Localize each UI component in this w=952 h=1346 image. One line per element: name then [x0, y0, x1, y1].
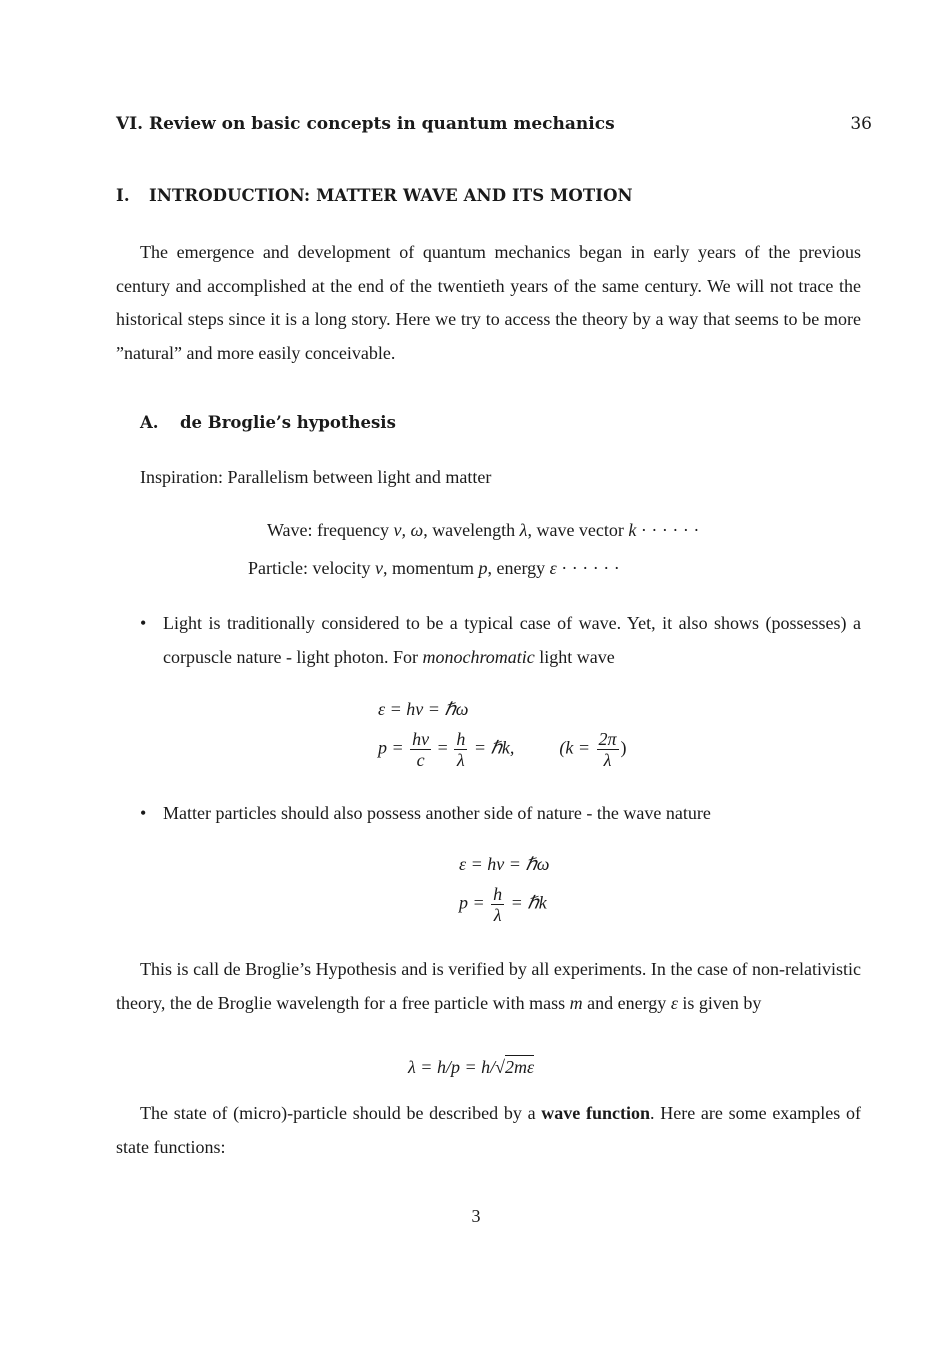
wavenumber-definition: (k =	[559, 737, 590, 758]
matter-momentum-equation	[459, 884, 547, 925]
particle-v-symbol: v	[374, 558, 383, 578]
state-text-end: . Here are some examples of state functions:	[116, 1103, 861, 1157]
equation-rhs: = ℏk,	[473, 737, 515, 758]
mass-symbol: m	[569, 992, 583, 1013]
fraction-h-over-lambda	[454, 729, 467, 770]
equation-text: ε = hν = ℏω	[378, 699, 469, 719]
matter-energy-equation	[459, 854, 550, 875]
wave-function-term: wave function	[541, 1103, 651, 1123]
bullet-dot: •	[140, 613, 147, 633]
list-item-light	[140, 607, 861, 674]
debroglie-wavelength-equation	[408, 1057, 534, 1078]
light-text-end: light wave	[539, 646, 615, 667]
fraction-numerator: h	[456, 729, 466, 749]
particle-energy-label: , energy	[487, 558, 546, 578]
sqrt-argument: 2mε	[504, 1057, 535, 1077]
particle-label: Particle: velocity	[248, 558, 371, 578]
list-item-text: Matter particles should also possess another side of nature - the wave nature	[163, 803, 711, 823]
wave-label: Wave: frequency	[267, 520, 389, 540]
fraction-hnu-over-c	[410, 729, 431, 770]
light-text: Light is traditionally considered to be a typical case of wave. Yet, it also shows (possesses) a corpuscle nature - light photon. For	[163, 613, 861, 667]
wave-freq-symbols: ν, ω	[393, 520, 424, 540]
fraction-denominator: λ	[603, 750, 612, 770]
running-page-number: 36	[850, 114, 872, 134]
inspiration-line: Inspiration: Parallelism between light and matter	[140, 467, 492, 487]
particle-properties-line	[248, 558, 620, 579]
wave-k-symbol: k	[628, 520, 637, 540]
fraction-numerator: h	[493, 884, 503, 904]
sqrt-sign: √	[495, 1057, 505, 1077]
bullet-dot: •	[140, 803, 147, 823]
intro-paragraph: The emergence and development of quantum mechanics began in early years of the previous century and accomplished at the end of the twentieth years of the same century. We will not trace the historical steps since it is a long story. Here we try to access the theory by a way that seems to be more ”natural” and more easily conceivable.	[116, 242, 861, 363]
photon-energy-equation	[378, 699, 469, 720]
equation-text: ε = hν = ℏω	[459, 854, 550, 874]
photon-momentum-equation	[378, 729, 627, 770]
equals-sign: =	[437, 737, 448, 758]
particle-p-symbol: p	[478, 558, 488, 578]
state-text: The state of (micro)-particle should be described by a	[140, 1103, 536, 1123]
fraction-denominator: λ	[493, 905, 502, 925]
page-number: 3	[471, 1206, 481, 1226]
energy-symbol: ε	[670, 992, 678, 1013]
equation-rhs: = ℏk	[510, 892, 547, 913]
subsection-heading	[140, 413, 396, 432]
fraction-numerator: 2π	[598, 729, 617, 749]
running-header	[116, 114, 872, 134]
wave-wavelength-label: , wavelength	[423, 520, 516, 540]
particle-ellipsis: · · · · · ·	[556, 558, 620, 578]
debroglie-paragraph	[116, 953, 861, 1020]
wave-properties-line	[267, 520, 699, 541]
fraction-numerator: hν	[412, 729, 430, 749]
section-title: INTRODUCTION: MATTER WAVE AND ITS MOTION	[149, 186, 633, 205]
section-heading	[116, 186, 633, 205]
equation-lhs: λ = h/p = h/	[408, 1057, 496, 1077]
particle-eps-symbol: ε	[549, 558, 557, 578]
list-item-matter	[140, 797, 861, 831]
equation-lhs: p =	[378, 737, 404, 758]
running-title: VI. Review on basic concepts in quantum mechanics	[116, 114, 615, 134]
particle-momentum-label: , momentum	[382, 558, 474, 578]
close-paren: )	[620, 737, 627, 758]
equation-lhs: p =	[459, 892, 485, 913]
debroglie-text-end: is given by	[682, 992, 762, 1013]
wave-vector-label: , wave vector	[527, 520, 624, 540]
monochromatic-emphasis: monochromatic	[422, 646, 535, 667]
section-number: I.	[116, 186, 130, 205]
fraction-2pi-over-lambda	[597, 729, 619, 770]
debroglie-text-mid: and energy	[587, 992, 667, 1013]
subsection-title: de Broglie’s hypothesis	[180, 413, 396, 432]
debroglie-text: This is call de Broglie’s Hypothesis and is verified by all experiments. In the case of non-relativistic theory, the de Broglie wavelength for a free particle with mass	[116, 959, 861, 1013]
wave-lambda-symbol: λ	[519, 520, 528, 540]
list-item-text	[163, 607, 861, 674]
fraction-denominator: c	[416, 750, 425, 770]
fraction-h-over-lambda	[491, 884, 504, 925]
state-paragraph	[116, 1097, 861, 1164]
wave-ellipsis: · · · · · ·	[636, 520, 700, 540]
fraction-denominator: λ	[456, 750, 465, 770]
subsection-number: A.	[140, 413, 159, 432]
